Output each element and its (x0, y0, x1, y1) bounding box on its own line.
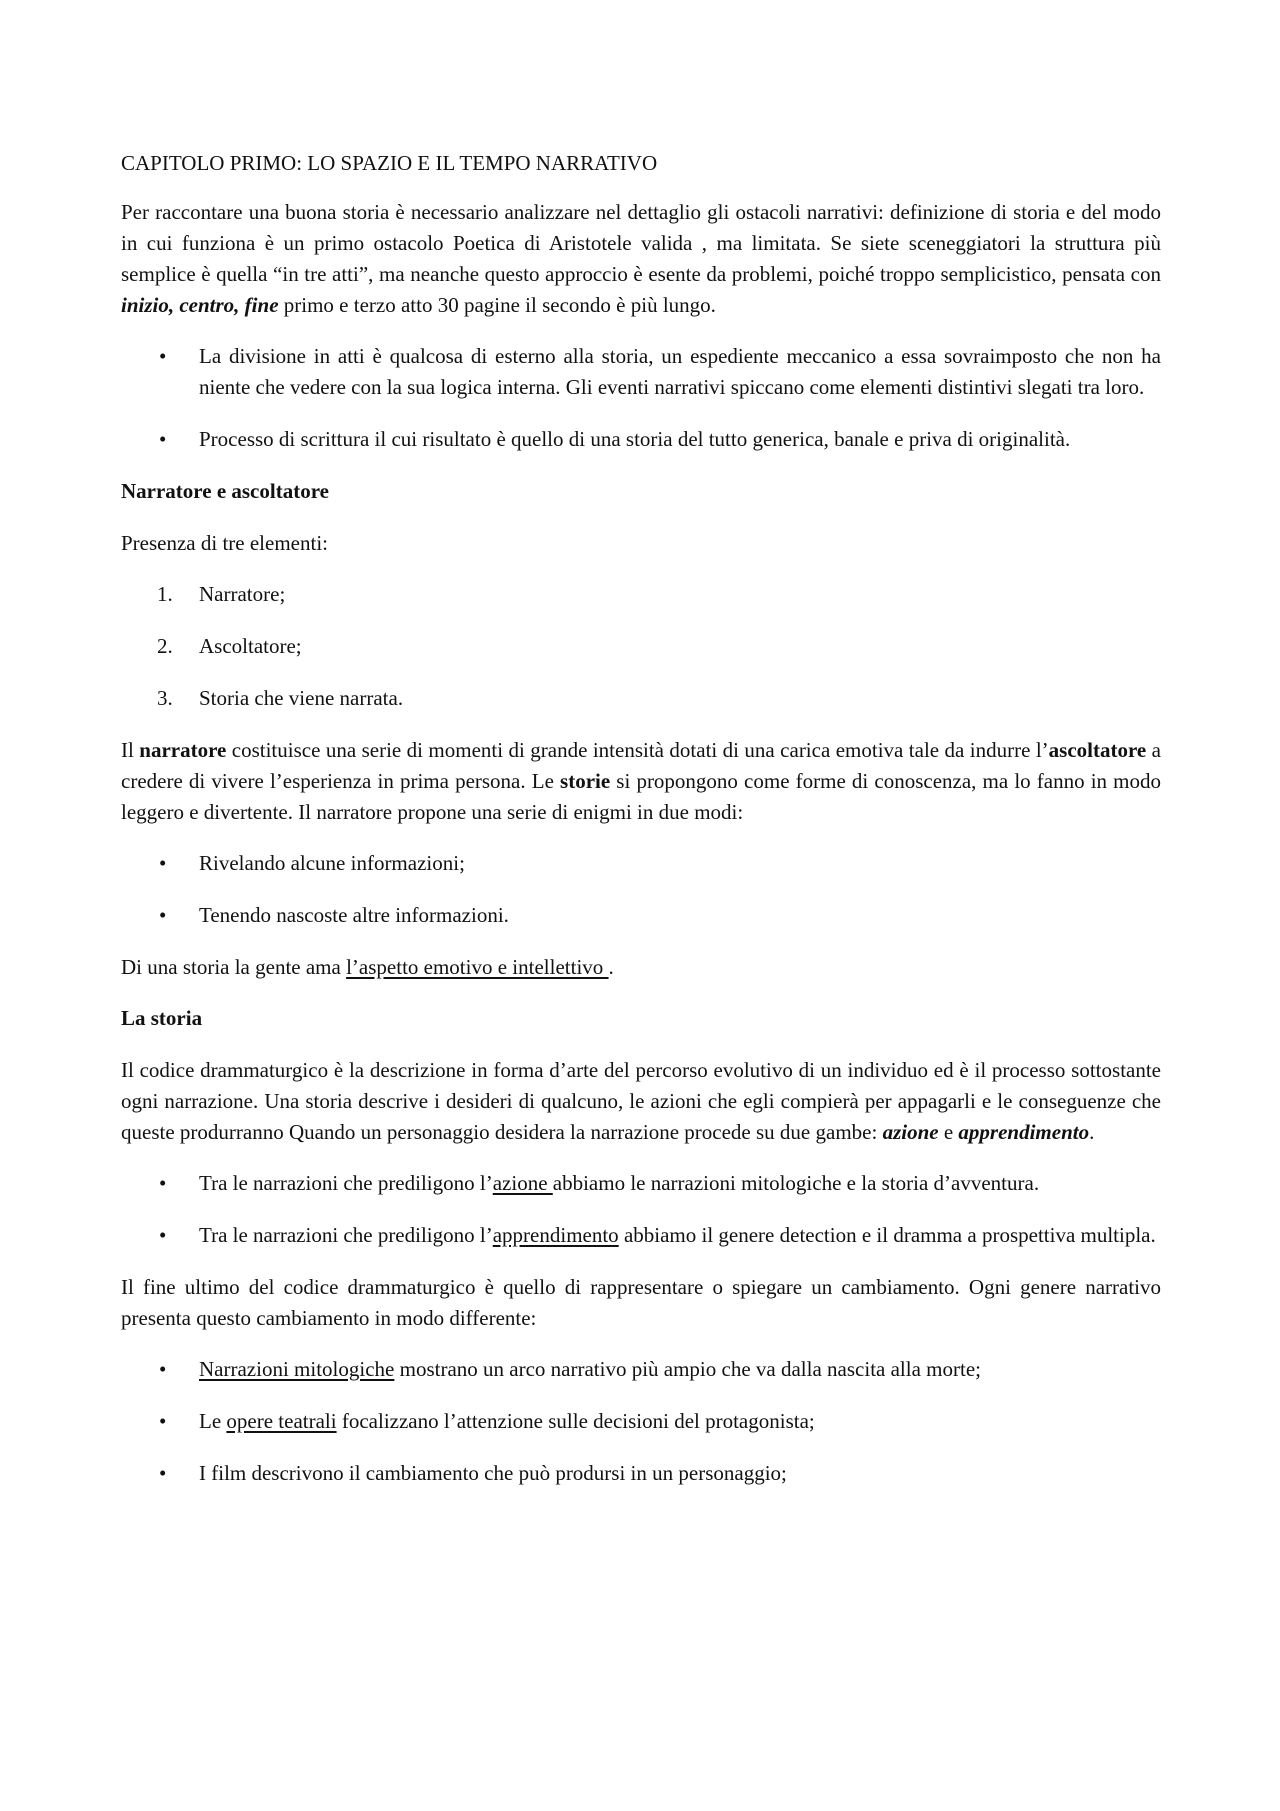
list-item-text: Rivelando alcune informazioni; (199, 851, 465, 875)
bold-text: narratore (139, 738, 227, 762)
list-item-text: Ascoltatore; (199, 634, 302, 658)
text-run: Per raccontare una buona storia è necessario analizzare nel dettaglio gli ostacoli narrativi: definizione di storia e del modo in cui funziona è un primo ostacolo Poetica di Aristotele valida , ma limitata. Se siete sceneggiatori la struttura più semplice è quella “in tre atti”, ma neanche questo approccio è esente da problemi, poiché troppo semplicistico, pensata con (121, 200, 1161, 286)
bullet-marker: • (159, 1171, 167, 1195)
text-run: Tra le narrazioni che prediligono l’ (199, 1223, 493, 1247)
aspetto-paragraph (121, 952, 1161, 983)
list-item-text: Tenendo nascoste altre informazioni. (199, 903, 509, 927)
emphasis-text: azione (882, 1120, 939, 1144)
underlined-text: opere teatrali (226, 1409, 337, 1433)
text-run: Le (199, 1409, 227, 1433)
bullet-marker: • (159, 903, 167, 927)
list-item (121, 1458, 1161, 1489)
numbered-item (121, 579, 1161, 610)
bullet-list-acts (121, 341, 1161, 455)
text-run: Tra le narrazioni che prediligono l’ (199, 1171, 493, 1195)
list-item (121, 341, 1161, 403)
bold-text: storie (560, 769, 611, 793)
list-item (121, 1406, 1161, 1437)
numbered-item (121, 683, 1161, 714)
list-item (121, 1354, 1161, 1385)
document-body (121, 148, 1161, 1489)
text-run: mostrano un arco narrativo più ampio che va dalla nascita alla morte; (394, 1357, 981, 1381)
underlined-text: l’aspetto emotivo e intellettivo (346, 955, 609, 979)
chapter-title (121, 148, 1161, 179)
text-run: si propongono come forme di conoscenza, ma lo fanno in modo leggero e divertente. Il narratore propone una serie di enigmi in due modi: (121, 769, 1162, 824)
text-run: e (938, 1120, 959, 1144)
bullet-marker: • (159, 1409, 167, 1433)
number-marker: 1. (157, 582, 173, 606)
list-item (121, 1220, 1161, 1251)
bullet-marker: • (159, 427, 167, 451)
text-run: a credere di vivere l’esperienza in prima persona. Le (121, 738, 1161, 793)
text-run: Il codice drammaturgico è la descrizione in forma d’arte del percorso evolutivo di un individuo ed è il processo sottostante ogni narrazione. Una storia descrive i desideri di qualcuno, le azioni che egli compierà per appagarli e le conseguenze che queste produrranno Quando un personaggio desidera la narrazione procede su due gambe: (121, 1058, 1161, 1144)
codice-paragraph (121, 1055, 1161, 1148)
list-item-text: Storia che viene narrata. (199, 686, 404, 710)
bullet-list-enigmi (121, 848, 1161, 931)
text-run: Presenza di tre elementi: (121, 531, 328, 555)
bullet-marker: • (159, 1461, 167, 1485)
list-item-text: Narratore; (199, 582, 286, 606)
underlined-text: Narrazioni mitologiche (199, 1357, 395, 1381)
chapter-title-text: CAPITOLO PRIMO: LO SPAZIO E IL TEMPO NARRATIVO (121, 151, 658, 175)
list-item (121, 1168, 1161, 1199)
text-run: . (1089, 1120, 1095, 1144)
underlined-text: apprendimento (492, 1223, 619, 1247)
text-run: . (608, 955, 614, 979)
list-item (121, 900, 1161, 931)
bullet-marker: • (159, 344, 167, 368)
bullet-list-narrazioni (121, 1168, 1161, 1251)
bullet-marker: • (159, 851, 167, 875)
list-item-text: Processo di scrittura il cui risultato è quello di una storia del tutto generica, banale e priva di originalità. (199, 427, 1071, 451)
bullet-list-generi (121, 1354, 1161, 1489)
bullet-marker: • (159, 1357, 167, 1381)
narratore-paragraph (121, 735, 1161, 828)
intro-paragraph (121, 197, 1161, 321)
elements-intro (121, 528, 1161, 559)
text-run: I film descrivono il cambiamento che può prodursi in un personaggio; (199, 1461, 787, 1485)
list-item (121, 424, 1161, 455)
section-heading-narratore (121, 476, 1161, 507)
numbered-list-elements (121, 579, 1161, 714)
list-item-text: La divisione in atti è qualcosa di esterno alla storia, un espediente meccanico a essa sovraimposto che non ha niente che vedere con la sua logica interna. Gli eventi narrativi spiccano come elementi distintivi slegati tra loro. (199, 344, 1161, 399)
bold-text: ascoltatore (1048, 738, 1147, 762)
text-run: focalizzano l’attenzione sulle decisioni del protagonista; (336, 1409, 815, 1433)
section-heading-text: Narratore e ascoltatore (121, 479, 329, 503)
list-item (121, 848, 1161, 879)
section-heading-storia (121, 1003, 1161, 1034)
emphasis-text: inizio, centro, fine (121, 293, 279, 317)
number-marker: 3. (157, 686, 173, 710)
underlined-text: azione (492, 1171, 553, 1195)
text-run: abbiamo le narrazioni mitologiche e la storia d’avventura. (552, 1171, 1040, 1195)
section-heading-text: La storia (121, 1006, 203, 1030)
text-run: abbiamo il genere detection e il dramma a prospettiva multipla. (618, 1223, 1156, 1247)
text-run: primo e terzo atto 30 pagine il secondo è più lungo. (278, 293, 716, 317)
number-marker: 2. (157, 634, 173, 658)
text-run: Di una storia la gente ama (121, 955, 347, 979)
bullet-marker: • (159, 1223, 167, 1247)
text-run: costituisce una serie di momenti di grande intensità dotati di una carica emotiva tale da indurre l’ (226, 738, 1049, 762)
numbered-item (121, 631, 1161, 662)
text-run: Il fine ultimo del codice drammaturgico è quello di rappresentare o spiegare un cambiamento. Ogni genere narrativo presenta questo cambiamento in modo differente: (121, 1275, 1161, 1330)
text-run: Il (121, 738, 140, 762)
emphasis-text: apprendimento (958, 1120, 1090, 1144)
fine-ultimo-paragraph (121, 1272, 1161, 1334)
